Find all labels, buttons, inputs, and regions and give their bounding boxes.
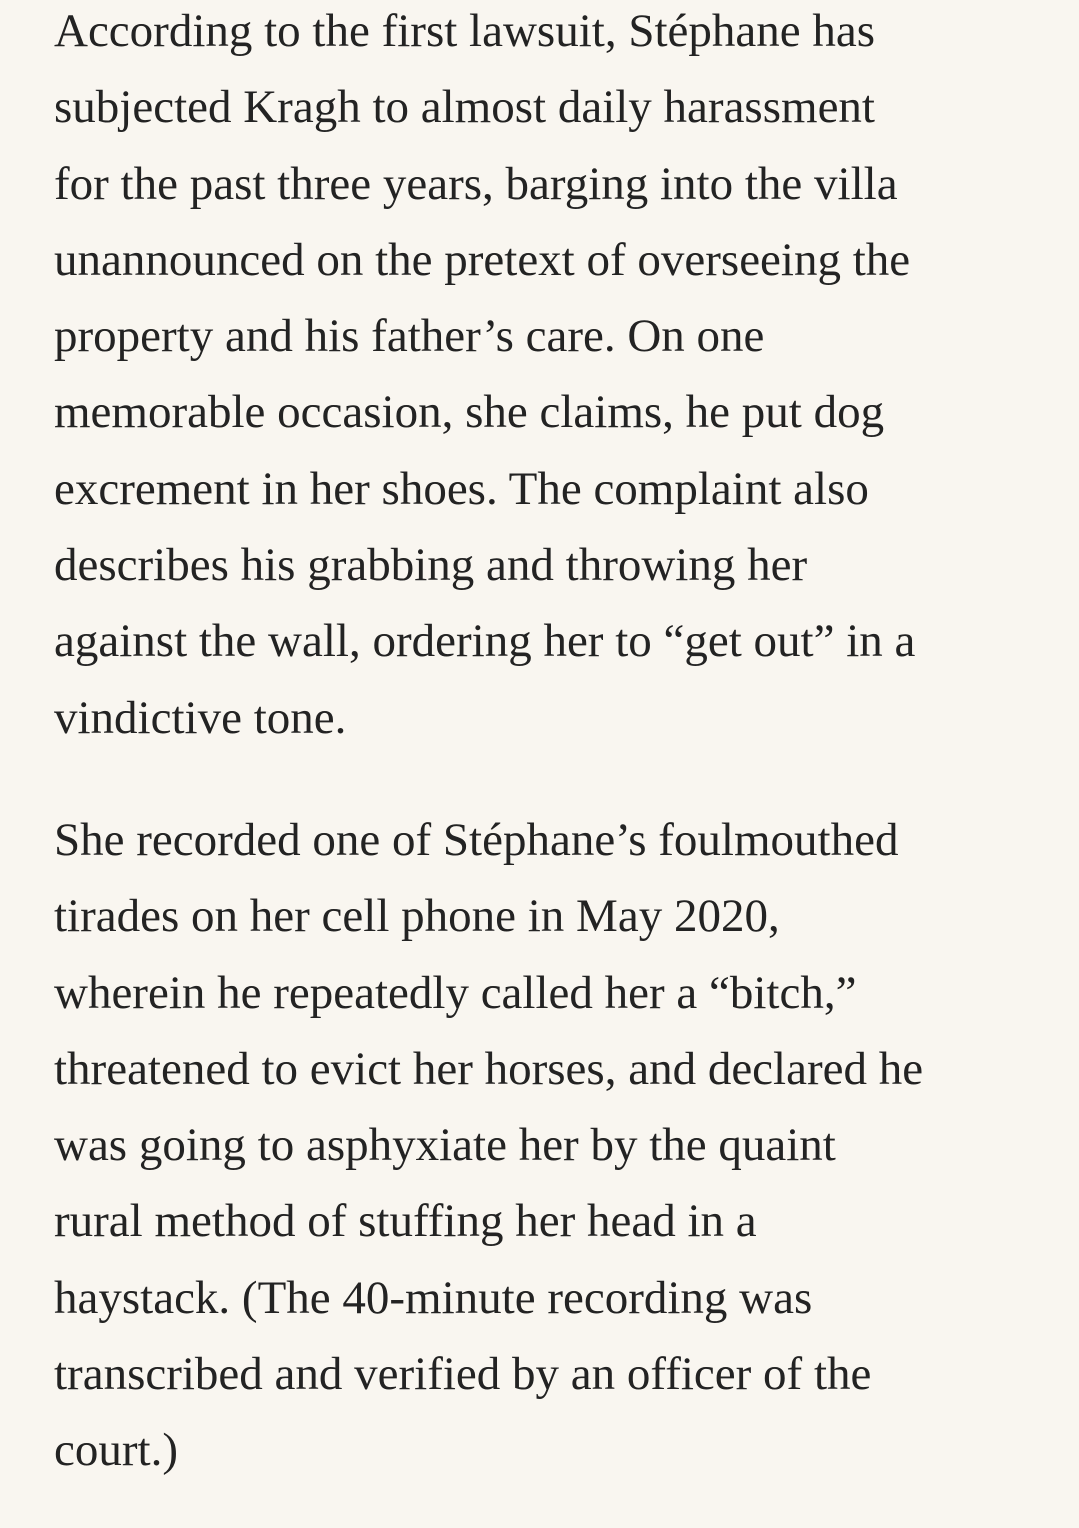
text-line: unannounced on the pretext of overseeing the	[54, 233, 911, 286]
text-line: memorable occasion, she claims, he put dog	[54, 386, 885, 439]
text-line: haystack. (The 40-minute recording was	[54, 1271, 813, 1324]
text-line: subjected Kragh to almost daily harassment	[54, 81, 875, 134]
text-line: for the past three years, barging into the villa	[54, 157, 898, 210]
text-line: excrement in her shoes. The complaint also	[54, 462, 869, 515]
text-line: was going to asphyxiate her by the quaint	[54, 1119, 836, 1172]
text-line: According to the first lawsuit, Stéphane has	[54, 5, 876, 57]
text-line: tirades on her cell phone in May 2020,	[54, 890, 780, 943]
text-line: describes his grabbing and throwing her	[54, 539, 808, 592]
text-line: against the wall, ordering her to “get out” in a	[54, 615, 916, 668]
text-line: wherein he repeatedly called her a “bitch,”	[54, 966, 857, 1019]
text-line: rural method of stuffing her head in a	[54, 1195, 757, 1248]
paragraph-1	[54, 0, 915, 756]
text-line: transcribed and verified by an officer of the	[54, 1348, 872, 1401]
text-line: threatened to evict her horses, and declared he	[54, 1042, 924, 1095]
text-line: property and his father’s care. On one	[54, 310, 765, 363]
text-line: court.)	[54, 1424, 178, 1477]
text-line: She recorded one of Stéphane’s foulmouthed	[54, 814, 899, 866]
paragraph-2	[54, 802, 923, 1489]
text-line: vindictive tone.	[54, 691, 347, 744]
